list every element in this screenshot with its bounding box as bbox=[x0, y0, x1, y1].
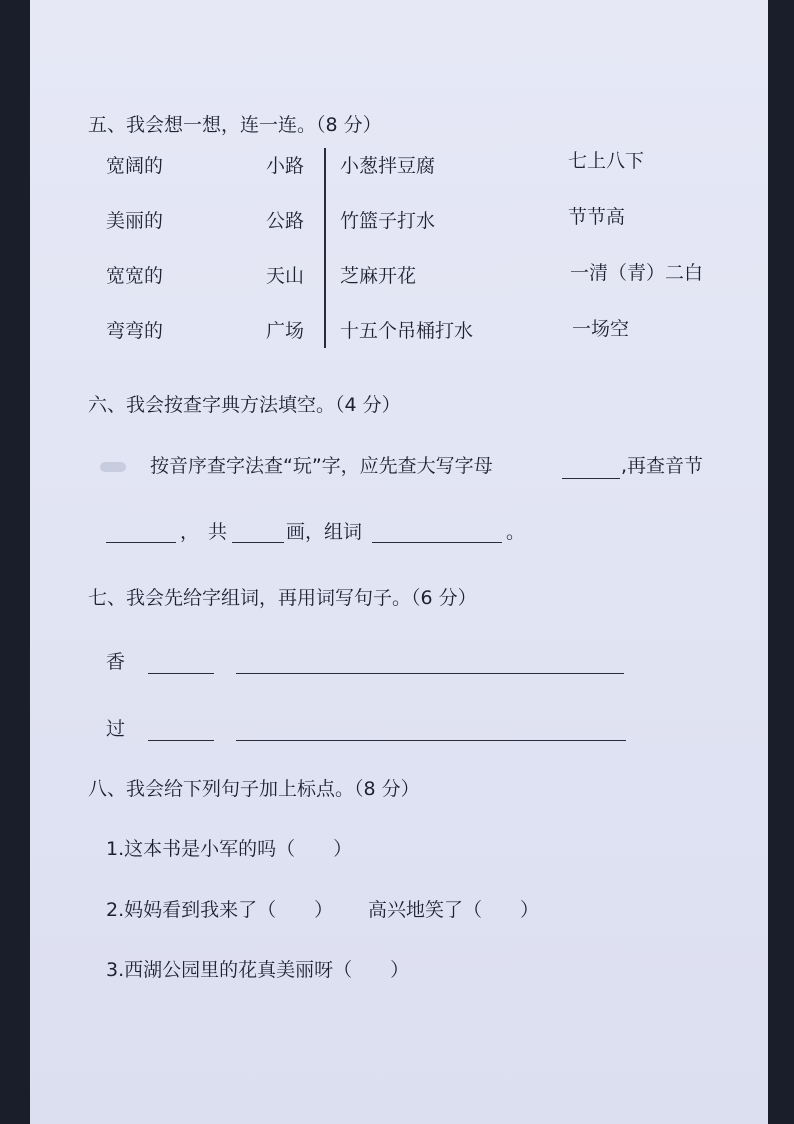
ink-smudge bbox=[100, 462, 126, 472]
sentence-blank[interactable] bbox=[236, 673, 624, 674]
word-blank[interactable] bbox=[148, 740, 214, 741]
hua-label: 画，组词 bbox=[286, 521, 363, 543]
sentence-2: 2.妈妈看到我来了（ ） bbox=[106, 899, 334, 921]
noun-word: 小路 bbox=[266, 155, 305, 177]
xiehouyu-phrase: 小葱拌豆腐 bbox=[340, 155, 436, 177]
sentence-blank[interactable] bbox=[236, 740, 626, 741]
syllable-blank[interactable] bbox=[106, 542, 176, 543]
stroke-count-blank[interactable] bbox=[232, 542, 284, 543]
xiehouyu-phrase: 十五个吊桶打水 bbox=[340, 320, 474, 342]
section5-heading: 五、我会想一想，连一连。（8 分） bbox=[88, 114, 382, 136]
xiehouyu-phrase: 竹篮子打水 bbox=[340, 210, 436, 232]
left-word: 宽宽的 bbox=[106, 265, 164, 287]
divider-line bbox=[324, 148, 326, 348]
noun-word: 公路 bbox=[266, 210, 305, 232]
comma: ， bbox=[180, 521, 200, 543]
sentence-1: 1.这本书是小军的吗（ ） bbox=[106, 838, 353, 860]
left-word: 弯弯的 bbox=[106, 320, 164, 342]
char-label: 香 bbox=[106, 651, 126, 673]
section6-line1: 按音序查字法查“玩”字，应先查大写字母 bbox=[150, 455, 493, 477]
word-blank[interactable] bbox=[148, 673, 214, 674]
word-blank[interactable] bbox=[372, 542, 502, 543]
letter-blank[interactable] bbox=[562, 478, 620, 479]
xiehouyu-answer: 七上八下 bbox=[568, 150, 645, 172]
xiehouyu-answer: 一清（青）二白 bbox=[570, 262, 704, 284]
xiehouyu-answer: 一场空 bbox=[572, 318, 630, 340]
noun-word: 天山 bbox=[266, 265, 305, 287]
left-word: 美丽的 bbox=[106, 210, 164, 232]
sentence-3: 3.西湖公园里的花真美丽呀（ ） bbox=[106, 959, 410, 981]
sentence-2-tail: 高兴地笑了（ ） bbox=[368, 899, 540, 921]
noun-word: 广场 bbox=[266, 320, 305, 342]
xiehouyu-answer: 节节高 bbox=[568, 206, 626, 228]
section6-heading: 六、我会按查字典方法填空。（4 分） bbox=[88, 394, 401, 416]
gong-label: 共 bbox=[208, 521, 228, 543]
xiehouyu-phrase: 芝麻开花 bbox=[340, 265, 417, 287]
period: 。 bbox=[506, 521, 526, 543]
section6-line1-tail: ,再查音节 bbox=[621, 455, 704, 477]
char-label: 过 bbox=[106, 718, 126, 740]
section8-heading: 八、我会给下列句子加上标点。（8 分） bbox=[88, 778, 420, 800]
section7-heading: 七、我会先给字组词，再用词写句子。（6 分） bbox=[88, 587, 477, 609]
left-word: 宽阔的 bbox=[106, 155, 164, 177]
